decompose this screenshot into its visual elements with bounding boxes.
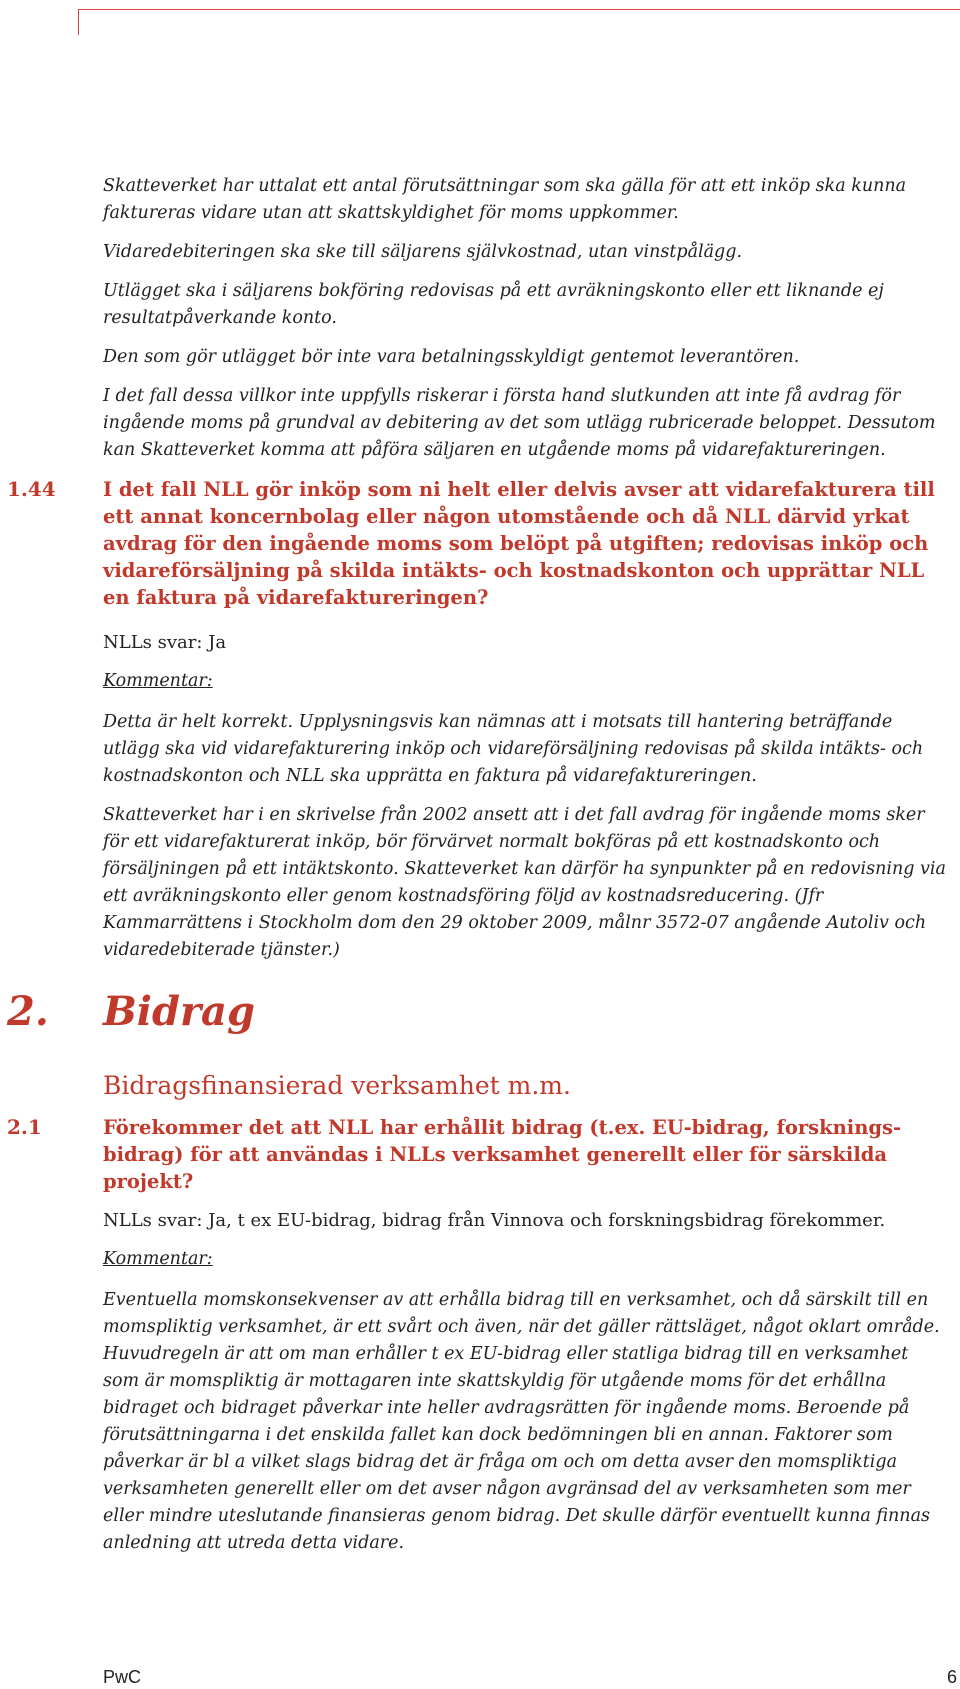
comment-label: Kommentar: (103, 1249, 213, 1269)
condition-item: Utlägget ska i säljarens bokföring redovisas på ett avräkningskonto eller ett liknande ej resultatpåverkande konto. (103, 281, 884, 328)
chapter-title: Bidrag (103, 988, 255, 1035)
question-number: 2.1 (7, 1115, 42, 1139)
question-2-1 (7, 1114, 948, 1195)
subheading: Bidragsfinansierad verksamhet m.m. (103, 1071, 571, 1100)
chapter-number: 2. (7, 988, 49, 1035)
question-1-44 (7, 476, 948, 611)
condition-item: Vidaredebiteringen ska ske till säljarens självkostnad, utan vinstpålägg. (103, 242, 743, 262)
question-text: Förekommer det att NLL har erhållit bidrag (t.ex. EU-bidrag, forsknings-bidrag) för att användas i NLLs verksamhet generellt eller för särskilda projekt? (103, 1116, 902, 1193)
question-text: I det fall NLL gör inköp som ni helt eller delvis avser att vidarefakturera till ett annat koncernbolag eller någon utomstående och då NLL därvid yrkat avdrag för den ingående moms som belöpt på utgiften; redovisas inköp och vidareförsäljning på skilda intäkts- och kostnadskonton och upprättar NLL en faktura på vidarefaktureringen? (103, 478, 935, 609)
answer-text: NLLs svar: Ja, t ex EU-bidrag, bidrag från Vinnova och forskningsbidrag förekommer. (103, 1210, 886, 1231)
header-rule-horizontal (78, 9, 960, 10)
question-number: 1.44 (7, 477, 56, 501)
page-number: 6 (946, 1667, 957, 1687)
comment-label: Kommentar: (103, 671, 213, 691)
condition-intro: Skatteverket har uttalat ett antal förutsättningar som ska gälla för att ett inköp ska kunna faktureras vidare utan att skattskyldighet för moms uppkommer. (103, 176, 907, 223)
comment-paragraph: Eventuella momskonsekvenser av att erhålla bidrag till en verksamhet, och då särskilt till en momspliktig verksamhet, är ett svårt och även, när det gäller rättsläget, något oklart område. Huvudregeln är att om man erhåller t ex EU-bidrag eller statliga bidrag till en verksamhet som är momspliktig är mottagaren inte skattskyldig för utgående moms för det erhållna bidraget och bidraget påverkar inte heller avdragsrätten för ingående moms. Beroende på förutsättningarna i det enskilda fallet kan dock bedömningen bli en annan. Faktorer som påverkar är bl a vilket slags bidrag det är fråga om och om detta avser den momspliktiga verksamheten generellt eller om det avser någon avgränsad del av verksamheten som mer eller mindre uteslutande finansieras genom bidrag. Det skulle därför eventuellt kunna finnas anledning att utreda detta vidare. (103, 1290, 940, 1553)
condition-consequence: I det fall dessa villkor inte uppfylls riskerar i första hand slutkunden att inte få avdrag för ingående moms på grundval av debitering av det som utlägg rubricerade beloppet. Dessutom kan Skatteverket komma att påföra säljaren en utgående moms på vidarefaktureringen. (103, 386, 936, 460)
comment-paragraph: Skatteverket har i en skrivelse från 2002 ansett att i det fall avdrag för ingående moms sker för ett vidarefakturerat inköp, bör förvärvet normalt bokföras på ett kostnadskonto och försäljningen på ett intäktskonto. Skatteverket kan därför ha synpunkter på en redovisning via ett avräkningskonto eller genom kostnadsföring följd av kostnadsreducering. (Jfr Kammarrättens i Stockholm dom den 29 oktober 2009, målnr 3572-07 angående Autoliv och vidaredebiterade tjänster.) (103, 805, 946, 960)
comment-paragraph: Detta är helt korrekt. Upplysningsvis kan nämnas att i motsats till hantering beträffande utlägg ska vid vidarefakturering inköp och vidareförsäljning redovisas på skilda intäkts- och kostnadskonton och NLL ska upprätta en faktura på vidarefaktureringen. (103, 712, 924, 786)
header-rule-vertical (78, 9, 79, 35)
answer-text: NLLs svar: Ja (103, 632, 227, 653)
page-content (7, 173, 948, 1569)
footer-brand: PwC (103, 1667, 142, 1687)
chapter-heading (7, 984, 948, 1044)
condition-item: Den som gör utlägget bör inte vara betalningsskyldigt gentemot leverantören. (103, 347, 800, 367)
